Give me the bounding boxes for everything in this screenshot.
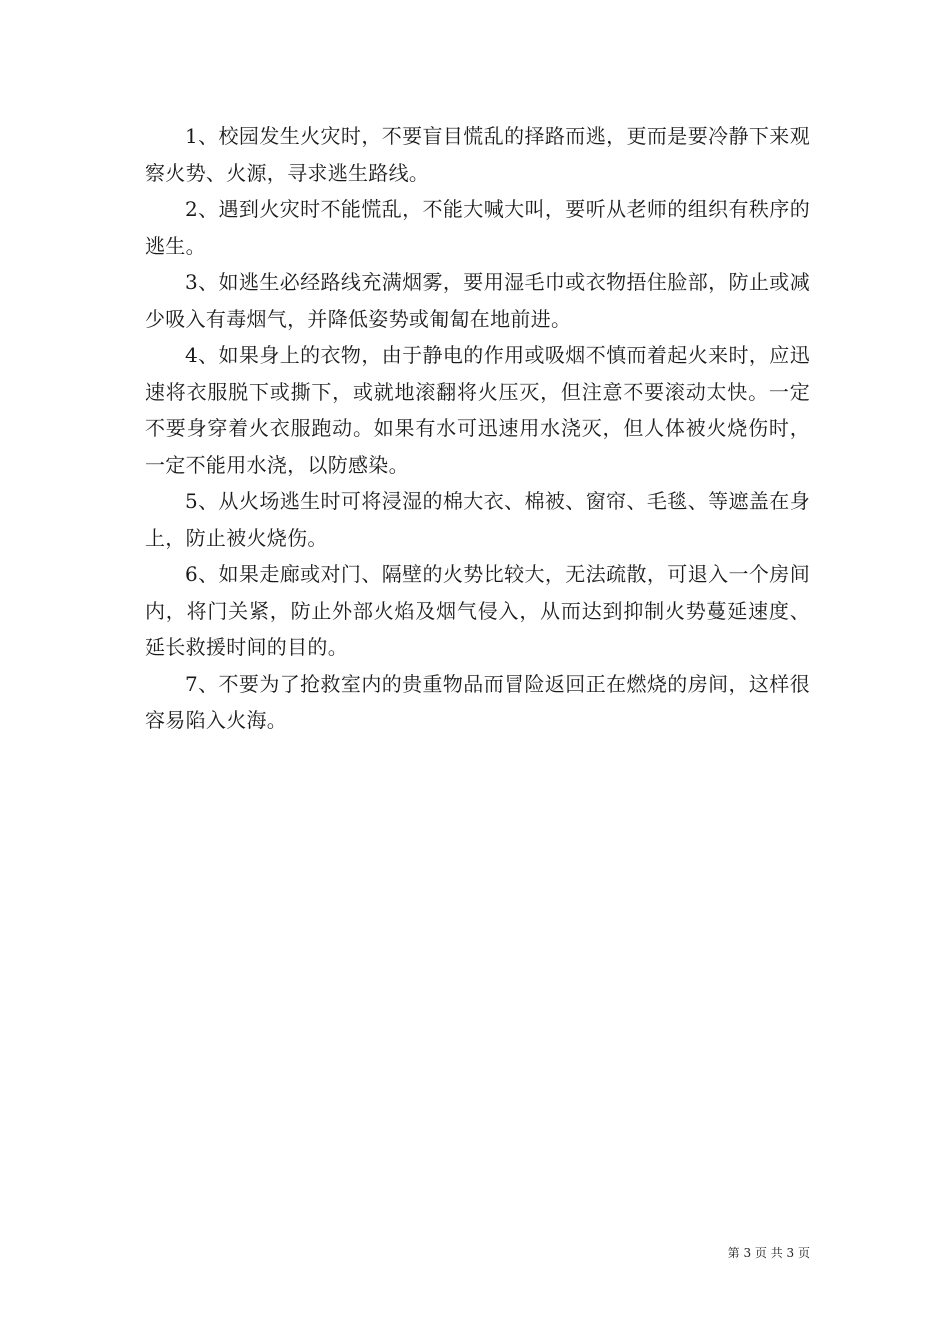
paragraph-4: 4、如果身上的衣物，由于静电的作用或吸烟不慎而着起火来时，应迅速将衣服脱下或撕下，或就地滚翻将火压灭，但注意不要滚动太快。一定不要身穿着火衣服跑动。如果有水可迅速用水浇灭，但人体被火烧伤时，一定不能用水浇，以防感染。 <box>145 343 810 477</box>
document-body <box>145 118 810 739</box>
page-number-footer: 第 3 页 共 3 页 <box>727 1246 810 1260</box>
paragraph-7: 7、不要为了抢救室内的贵重物品而冒险返回正在燃烧的房间，这样很容易陷入火海。 <box>145 671 810 732</box>
paragraph-3: 3、如逃生必经路线充满烟雾，要用湿毛巾或衣物捂住脸部，防止或减少吸入有毒烟气，并降低姿势或匍匐在地前进。 <box>145 270 810 331</box>
paragraph-1: 1、校园发生火灾时，不要盲目慌乱的择路而逃，更而是要冷静下来观察火势、火源，寻求逃生路线。 <box>145 124 810 185</box>
paragraph-2: 2、遇到火灾时不能慌乱，不能大喊大叫，要听从老师的组织有秩序的逃生。 <box>145 197 810 258</box>
paragraph-5: 5、从火场逃生时可将浸湿的棉大衣、棉被、窗帘、毛毯、等遮盖在身上，防止被火烧伤。 <box>145 489 810 550</box>
paragraph-6: 6、如果走廊或对门、隔壁的火势比较大，无法疏散，可退入一个房间内，将门关紧，防止外部火焰及烟气侵入，从而达到抑制火势蔓延速度、延长救援时间的目的。 <box>145 562 810 659</box>
